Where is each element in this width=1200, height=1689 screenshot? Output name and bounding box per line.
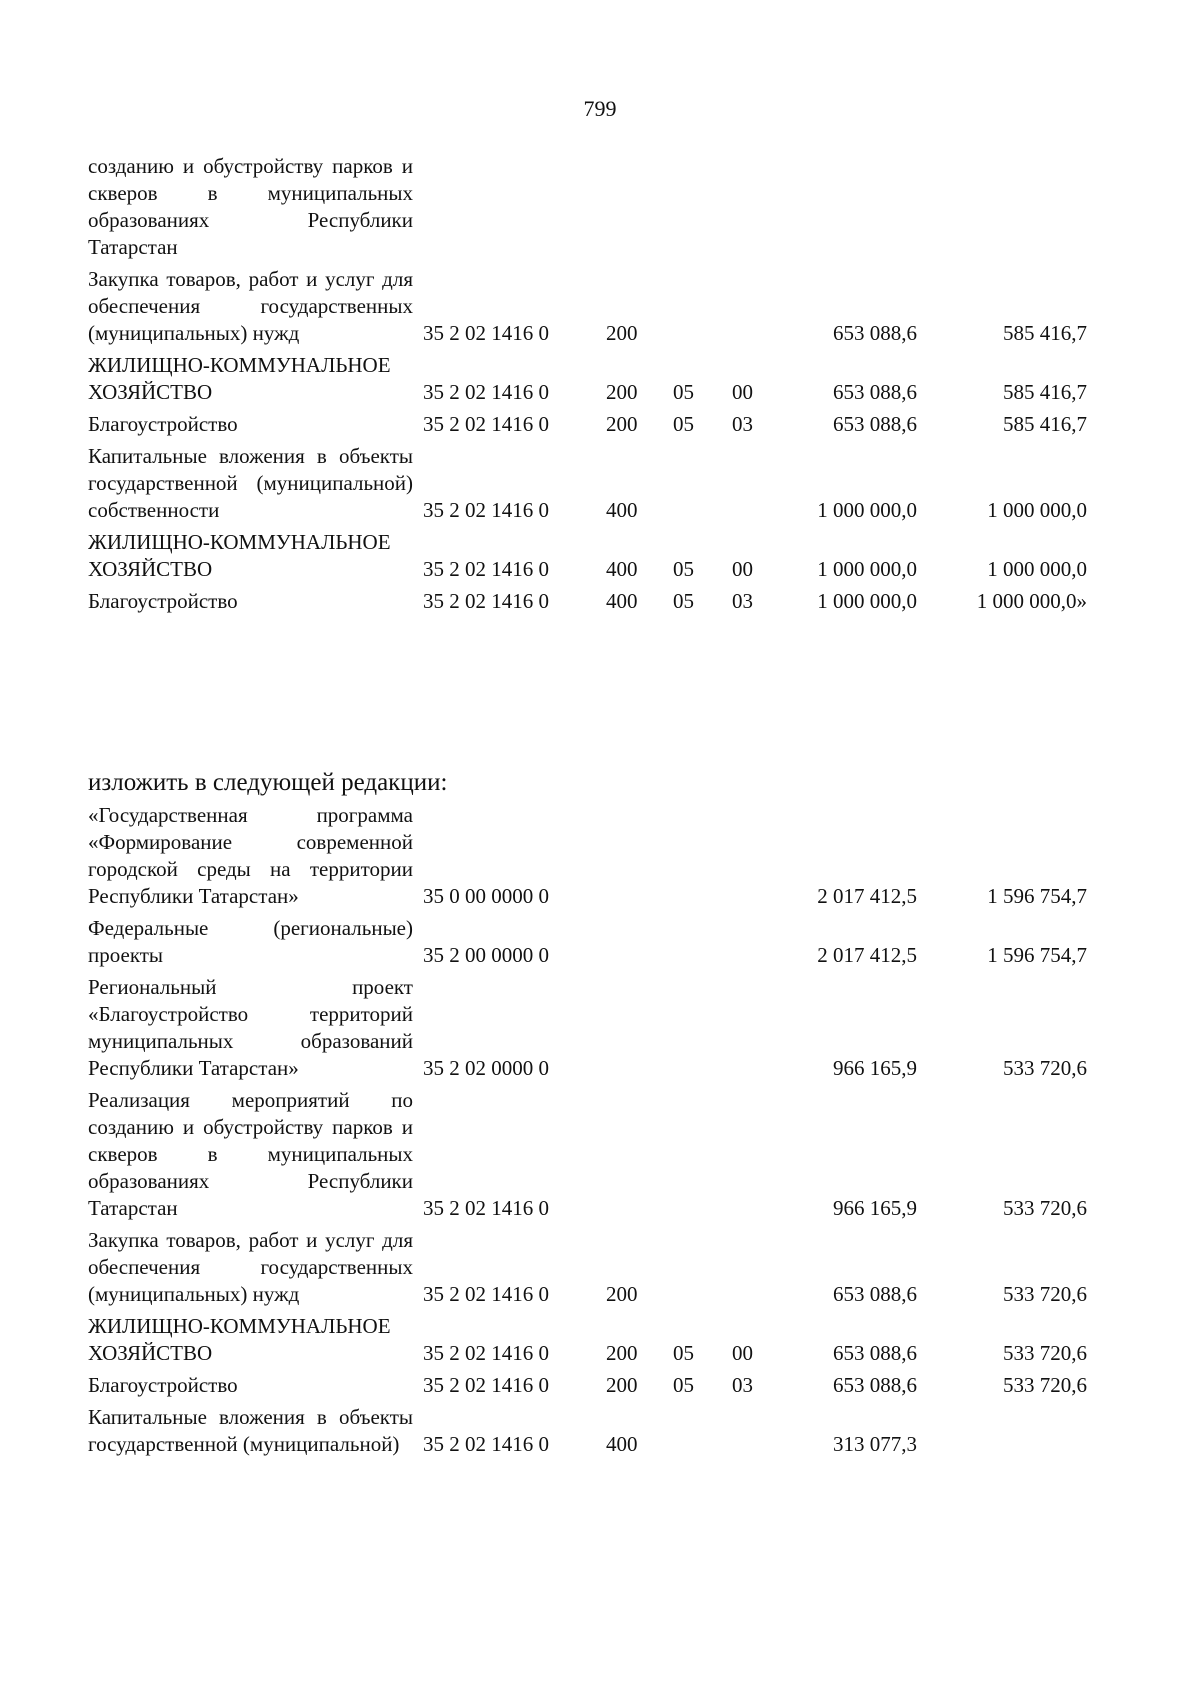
section: 05 — [673, 380, 694, 404]
section — [654, 915, 713, 974]
table-row — [88, 588, 1087, 620]
subsection: 03 — [732, 1373, 753, 1397]
amount-year-1: 966 165,9 — [833, 1056, 917, 1080]
amount-year-2: 1 000 000,0» — [976, 589, 1087, 613]
section — [654, 974, 713, 1087]
subsection: 00 — [732, 557, 753, 581]
table-row — [88, 352, 1087, 411]
row-name: Реализация мероприятий по созданию и обустройству парков и скверов в муниципальных образованиях Республики Татарстан — [88, 1088, 413, 1220]
subsection — [713, 802, 772, 915]
table-row — [88, 266, 1087, 352]
row-name: Благоустройство — [88, 589, 238, 613]
section: 05 — [673, 1341, 694, 1365]
amount-year-2: 585 416,7 — [1003, 412, 1087, 436]
expense-type — [606, 802, 654, 915]
row-name: «Государственная программа «Формирование современной городской среды на территории Республики Татарстан» — [88, 803, 413, 908]
amount-year-2: 1 000 000,0 — [987, 557, 1087, 581]
subsection — [713, 153, 772, 266]
expense-type: 400 — [606, 1432, 638, 1456]
amount-year-1: 653 088,6 — [833, 412, 917, 436]
row-name: ЖИЛИЩНО-КОММУНАЛЬНОЕ ХОЗЯЙСТВО — [88, 353, 391, 404]
section: 05 — [673, 589, 694, 613]
subsection — [713, 443, 772, 529]
amount-year-2: 533 720,6 — [1003, 1373, 1087, 1397]
expense-type: 200 — [606, 321, 638, 345]
table-body — [88, 153, 1087, 620]
amount-year-1: 653 088,6 — [833, 1282, 917, 1306]
row-name: Закупка товаров, работ и услуг для обеспечения государственных (муниципальных) нужд — [88, 1228, 413, 1306]
amount-year-2: 533 720,6 — [1003, 1196, 1087, 1220]
table-row — [88, 529, 1087, 588]
expense-type: 400 — [606, 589, 638, 613]
subsection — [713, 974, 772, 1087]
row-name: Закупка товаров, работ и услуг для обеспечения государственных (муниципальных) нужд — [88, 267, 413, 345]
row-name: ЖИЛИЩНО-КОММУНАЛЬНОЕ ХОЗЯЙСТВО — [88, 530, 391, 581]
amount-year-1: 653 088,6 — [833, 380, 917, 404]
amount-year-2: 533 720,6 — [1003, 1341, 1087, 1365]
expense-type: 200 — [606, 1282, 638, 1306]
instruction-text: изложить в следующей редакции: — [88, 769, 448, 796]
target-article-code: 35 2 02 1416 0 — [423, 1432, 549, 1456]
amount-year-2: 1 000 000,0 — [987, 498, 1087, 522]
row-name: Региональный проект «Благоустройство территорий муниципальных образований Республики Татарстан» — [88, 975, 413, 1080]
amount-year-1: 966 165,9 — [833, 1196, 917, 1220]
table-row — [88, 802, 1087, 915]
amount-year-1: 1 000 000,0 — [817, 498, 917, 522]
table-row — [88, 1313, 1087, 1372]
section — [654, 1404, 713, 1463]
row-name: созданию и обустройству парков и скверов в муниципальных образованиях Республики Татарстан — [88, 154, 413, 259]
row-name: Капитальные вложения в объекты государственной (муниципальной) собственности — [88, 444, 413, 522]
amount-year-1: 1 000 000,0 — [817, 589, 917, 613]
row-name: Федеральные (региональные) проекты — [88, 916, 413, 967]
section: 05 — [673, 557, 694, 581]
subsection — [713, 266, 772, 352]
expense-type: 200 — [606, 412, 638, 436]
target-article-code: 35 2 00 0000 0 — [423, 943, 549, 967]
amount-year-1: 653 088,6 — [833, 1373, 917, 1397]
section: 05 — [673, 412, 694, 436]
target-article-code: 35 2 02 1416 0 — [423, 557, 549, 581]
table-row — [88, 1227, 1087, 1313]
section — [654, 266, 713, 352]
table-body — [88, 802, 1087, 1463]
amount-year-1: 2 017 412,5 — [817, 943, 917, 967]
target-article-code: 35 2 02 1416 0 — [423, 412, 549, 436]
table-row — [88, 1087, 1087, 1227]
amount-year-2: 1 596 754,7 — [987, 943, 1087, 967]
expense-type — [606, 974, 654, 1087]
amount-year-2: 585 416,7 — [1003, 321, 1087, 345]
table-row — [88, 411, 1087, 443]
expense-type — [606, 1087, 654, 1227]
amount-year-1: 1 000 000,0 — [817, 557, 917, 581]
target-article-code: 35 2 02 1416 0 — [423, 589, 549, 613]
table-row — [88, 1404, 1087, 1463]
amount-year-2: 533 720,6 — [1003, 1282, 1087, 1306]
section — [654, 153, 713, 266]
expense-type: 200 — [606, 1341, 638, 1365]
amount-year-2: 533 720,6 — [1003, 1056, 1087, 1080]
subsection — [713, 1227, 772, 1313]
section — [654, 802, 713, 915]
target-article-code: 35 2 02 1416 0 — [423, 1282, 549, 1306]
section — [654, 1087, 713, 1227]
section: 05 — [673, 1373, 694, 1397]
expense-type — [606, 153, 654, 266]
expense-type — [606, 915, 654, 974]
expense-type: 200 — [606, 380, 638, 404]
subsection: 00 — [732, 380, 753, 404]
table-row — [88, 915, 1087, 974]
expense-type: 400 — [606, 557, 638, 581]
target-article-code: 35 2 02 1416 0 — [423, 1373, 549, 1397]
row-name: Благоустройство — [88, 1373, 238, 1397]
target-article-code: 35 2 02 1416 0 — [423, 498, 549, 522]
amount-year-2: 1 596 754,7 — [987, 884, 1087, 908]
section — [654, 443, 713, 529]
target-article-code: 35 2 02 1416 0 — [423, 321, 549, 345]
subsection: 03 — [732, 412, 753, 436]
target-article-code: 35 2 02 0000 0 — [423, 1056, 549, 1080]
amount-year-1: 313 077,3 — [833, 1432, 917, 1456]
amount-year-1: 653 088,6 — [833, 1341, 917, 1365]
section — [654, 1227, 713, 1313]
subsection — [713, 1404, 772, 1463]
subsection — [713, 1087, 772, 1227]
amount-year-2 — [917, 1404, 1087, 1463]
amount-year-2: 585 416,7 — [1003, 380, 1087, 404]
amount-year-1: 653 088,6 — [833, 321, 917, 345]
subsection: 00 — [732, 1341, 753, 1365]
row-name: Благоустройство — [88, 412, 238, 436]
row-name: ЖИЛИЩНО-КОММУНАЛЬНОЕ ХОЗЯЙСТВО — [88, 1314, 391, 1365]
subsection: 03 — [732, 589, 753, 613]
row-name: Капитальные вложения в объекты государственной (муниципальной) — [88, 1405, 413, 1456]
expense-type: 400 — [606, 498, 638, 522]
target-article-code — [413, 153, 606, 266]
page-number: 799 — [583, 96, 617, 121]
table-row — [88, 974, 1087, 1087]
amount-year-2 — [917, 153, 1087, 266]
target-article-code: 35 2 02 1416 0 — [423, 1341, 549, 1365]
amount-year-1 — [772, 153, 917, 266]
target-article-code: 35 2 02 1416 0 — [423, 380, 549, 404]
subsection — [713, 915, 772, 974]
table-row — [88, 443, 1087, 529]
target-article-code: 35 2 02 1416 0 — [423, 1196, 549, 1220]
budget-table-new-edition — [88, 802, 1087, 1463]
table-row — [88, 153, 1087, 266]
expense-type: 200 — [606, 1373, 638, 1397]
amount-year-1: 2 017 412,5 — [817, 884, 917, 908]
target-article-code: 35 0 00 0000 0 — [423, 884, 549, 908]
table-row — [88, 1372, 1087, 1404]
budget-table-previous-edition — [88, 153, 1087, 620]
